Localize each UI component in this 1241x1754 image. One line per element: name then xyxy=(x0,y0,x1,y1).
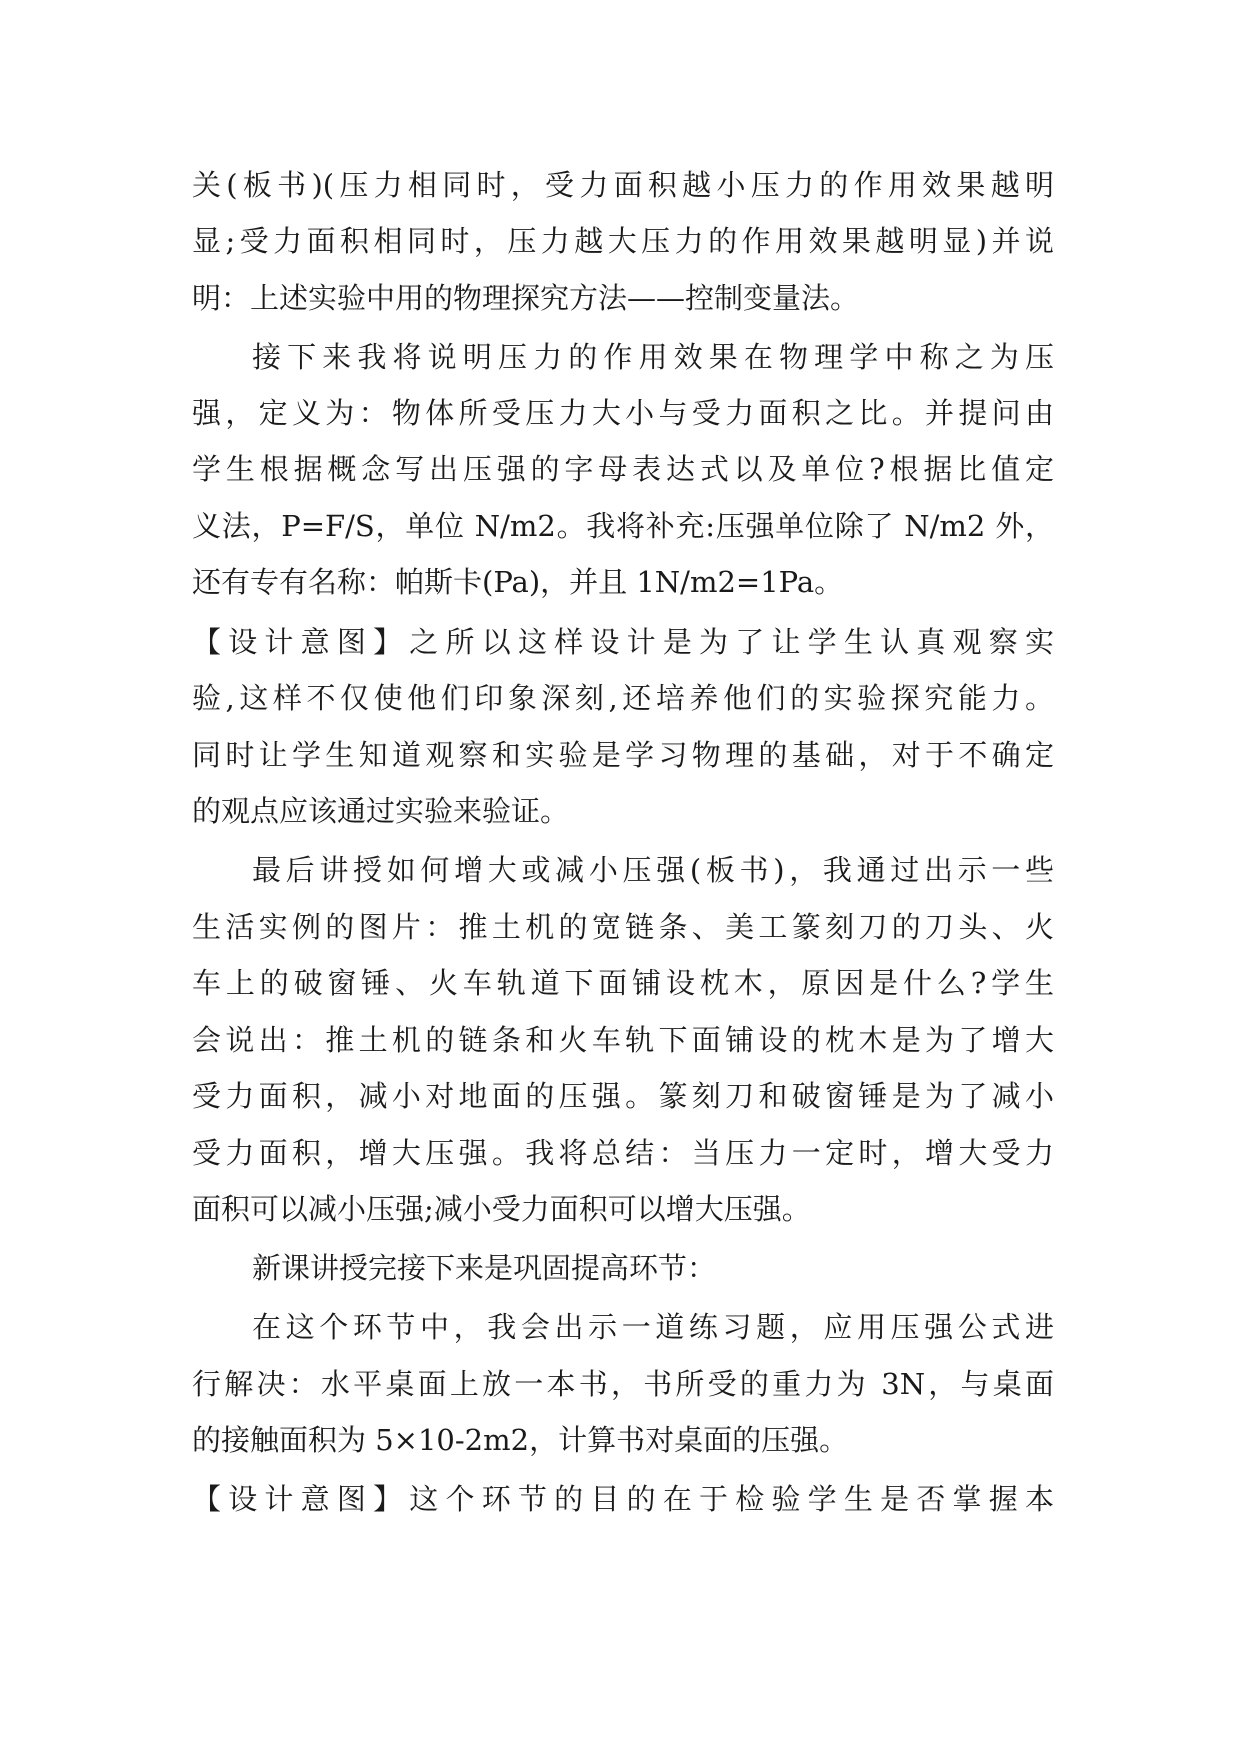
text-line: 车上的破窗锤、火车轨道下面铺设枕木，原因是什么?学生 xyxy=(192,966,1054,1000)
text-line: 学生根据概念写出压强的字母表达式以及单位?根据比值定 xyxy=(192,452,1054,486)
text-line: 新课讲授完接下来是巩固提高环节： xyxy=(252,1251,717,1285)
text-line: 显;受力面积相同时，压力越大压力的作用效果越明显)并说 xyxy=(192,224,1054,258)
text-line: 【设计意图】之所以这样设计是为了让学生认真观察实 xyxy=(192,625,1054,659)
text-line: 受力面积，增大压强。我将总结：当压力一定时，增大受力 xyxy=(192,1136,1054,1170)
text-line: 的接触面积为 5×10-2m2，计算书对桌面的压强。 xyxy=(192,1423,849,1457)
text-line: 明：上述实验中用的物理探究方法——控制变量法。 xyxy=(192,281,860,315)
text-line: 行解决：水平桌面上放一本书，书所受的重力为 3N，与桌面 xyxy=(192,1367,1054,1401)
text-line: 关(板书)(压力相同时，受力面积越小压力的作用效果越明 xyxy=(192,168,1054,202)
text-line: 在这个环节中，我会出示一道练习题，应用压强公式进 xyxy=(252,1310,1054,1344)
text-line: 的观点应该通过实验来验证。 xyxy=(192,794,570,828)
text-line: 生活实例的图片：推土机的宽链条、美工篆刻刀的刀头、火 xyxy=(192,910,1054,944)
text-line: 接下来我将说明压力的作用效果在物理学中称之为压 xyxy=(252,340,1054,374)
text-line: 【设计意图】这个环节的目的在于检验学生是否掌握本 xyxy=(192,1482,1054,1516)
text-line: 还有专有名称：帕斯卡(Pa)，并且 1N/m2=1Pa。 xyxy=(192,565,844,599)
text-line: 同时让学生知道观察和实验是学习物理的基础，对于不确定 xyxy=(192,738,1054,772)
text-line: 面积可以减小压强;减小受力面积可以增大压强。 xyxy=(192,1192,811,1226)
text-line: 最后讲授如何增大或减小压强(板书)，我通过出示一些 xyxy=(252,853,1054,887)
text-line: 会说出：推土机的链条和火车轨下面铺设的枕木是为了增大 xyxy=(192,1023,1054,1057)
text-line: 义法，P=F/S，单位 N/m2。我将补充:压强单位除了 N/m2 外， xyxy=(192,509,1054,543)
text-line: 受力面积，减小对地面的压强。篆刻刀和破窗锤是为了减小 xyxy=(192,1079,1054,1113)
text-line: 验,这样不仅使他们印象深刻,还培养他们的实验探究能力。 xyxy=(192,681,1054,715)
text-line: 强，定义为：物体所受压力大小与受力面积之比。并提问由 xyxy=(192,396,1054,430)
